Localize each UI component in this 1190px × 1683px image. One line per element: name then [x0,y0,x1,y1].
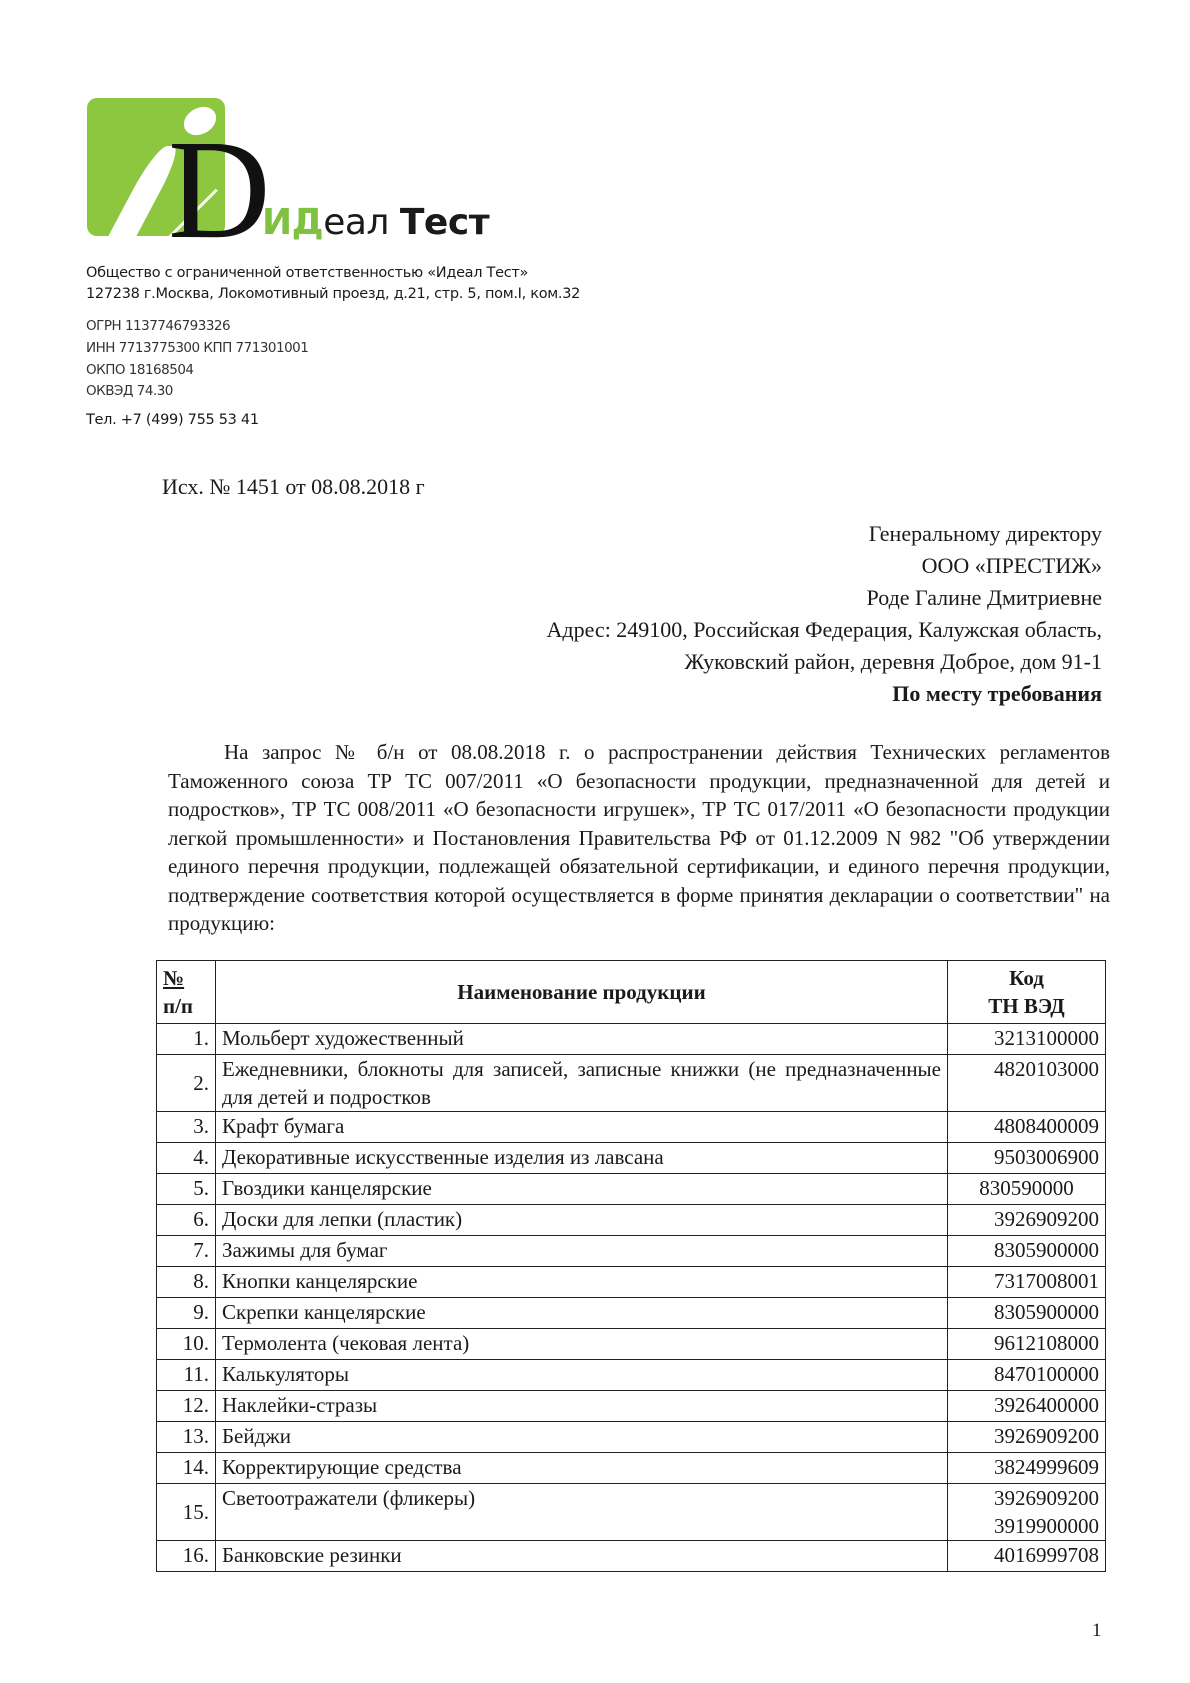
table-row [157,1112,1106,1143]
logo-wordmark-normal: еал [323,202,389,243]
product-name: Ежедневники, блокноты для записей, записные книжки (не предназначенные для детей и подростков [216,1055,948,1112]
logo-wordmark [262,203,489,243]
product-name: Бейджи [216,1422,948,1453]
table-row [157,1236,1106,1267]
recipient-position: Генеральному директору [868,521,1102,546]
company-okved: ОКВЭД 74.30 [86,383,173,399]
company-phone: Тел. +7 (499) 755 53 41 [86,412,259,428]
table-row [157,1205,1106,1236]
logo-wordmark-green: ИД [262,202,324,243]
table-row [157,1422,1106,1453]
table-row [157,1298,1106,1329]
hs-code: 8305900000 [948,1298,1106,1329]
table-header-row [157,961,1106,1024]
table-row [157,1143,1106,1174]
product-name: Светоотражатели (фликеры) [216,1484,948,1541]
product-name: Декоративные искусственные изделия из лавсана [216,1143,948,1174]
row-number: 5. [157,1174,216,1205]
product-name: Мольберт художественный [216,1024,948,1055]
letter-body [168,738,1110,938]
product-name: Кнопки канцелярские [216,1267,948,1298]
outgoing-reference: Исх. № 1451 от 08.08.2018 г [162,474,425,499]
recipient-note: По месту требования [892,681,1102,706]
table-row [157,1024,1106,1055]
row-number: 3. [157,1112,216,1143]
product-name: Зажимы для бумаг [216,1236,948,1267]
logo-letter-d: D [168,110,267,268]
table-row [157,1174,1106,1205]
company-name: Общество с ограниченной ответственностью «Идеал Тест» [86,265,529,281]
hs-code: 7317008001 [948,1267,1106,1298]
table-row [157,1267,1106,1298]
product-name: Гвоздики канцелярские [216,1174,948,1205]
table-row [157,1484,1106,1541]
hs-code: 8305900000 [948,1236,1106,1267]
logo-wordmark-bold: Тест [399,202,490,243]
recipient-block [547,518,1102,710]
row-number: 6. [157,1205,216,1236]
hs-code-list [948,1484,1106,1541]
page-number: 1 [1092,1620,1102,1641]
product-name: Банковские резинки [216,1541,948,1572]
recipient-person: Роде Галине Дмитриевне [866,585,1102,610]
product-name: Крафт бумага [216,1112,948,1143]
hs-code: 9612108000 [948,1329,1106,1360]
header-hs-code: Код ТН ВЭД [948,961,1106,1024]
product-name: Калькуляторы [216,1360,948,1391]
company-inn-kpp: ИНН 7713775300 КПП 771301001 [86,340,309,356]
row-number: 2. [157,1055,216,1112]
row-number: 8. [157,1267,216,1298]
row-number: 4. [157,1143,216,1174]
product-name: Термолента (чековая лента) [216,1329,948,1360]
recipient-company: ООО «ПРЕСТИЖ» [921,553,1102,578]
table-row [157,1055,1106,1112]
hs-code: 3926909200 [948,1205,1106,1236]
product-name: Корректирующие средства [216,1453,948,1484]
row-number: 12. [157,1391,216,1422]
row-number: 14. [157,1453,216,1484]
header-product-name: Наименование продукции [216,961,948,1024]
table-row [157,1453,1106,1484]
row-number: 10. [157,1329,216,1360]
company-ogrn: ОГРН 1137746793326 [86,318,231,334]
hs-code: 8470100000 [948,1360,1106,1391]
hs-code: 4808400009 [948,1112,1106,1143]
table-row [157,1360,1106,1391]
hs-code: 3926400000 [948,1391,1106,1422]
product-name: Скрепки канцелярские [216,1298,948,1329]
product-name: Доски для лепки (пластик) [216,1205,948,1236]
hs-code: 4820103000 [948,1055,1106,1112]
table-row [157,1541,1106,1572]
product-name: Наклейки-стразы [216,1391,948,1422]
hs-code: 3919900000 [994,1514,1099,1538]
row-number: 9. [157,1298,216,1329]
row-number: 13. [157,1422,216,1453]
recipient-address-line-2: Жуковский район, деревня Доброе, дом 91-1 [684,649,1102,674]
hs-code: 9503006900 [948,1143,1106,1174]
hs-code: 3926909200 [948,1422,1106,1453]
intro-paragraph: На запрос № б/н от 08.08.2018 г. о распространении действия Технических регламентов Таможенного союза ТР ТС 007/2011 «О безопасности продукции, предназначенной для детей и подростков», ТР ТС 008/2011 «О безопасности игрушек», ТР ТС 017/2011 «О безопасности продукции легкой промышленности» и Постановления Правительства РФ от 01.12.2009 N 982 "Об утверждении единого перечня продукции, подлежащей обязательной сертификации, и единого перечня продукции, подтверждение соответствия которой осуществляется в форме принятия декларации о соответствии" на продукцию: [168,740,1110,935]
company-address: 127238 г.Москва, Локомотивный проезд, д.21, стр. 5, пом.I, ком.32 [86,286,581,302]
row-number: 16. [157,1541,216,1572]
row-number: 7. [157,1236,216,1267]
hs-code: 3213100000 [948,1024,1106,1055]
row-number: 11. [157,1360,216,1391]
hs-code: 830590000 [948,1174,1106,1205]
header-number: № п/п [157,961,216,1024]
row-number: 15. [157,1484,216,1541]
hs-code: 4016999708 [948,1541,1106,1572]
products-table [156,960,1106,1572]
row-number: 1. [157,1024,216,1055]
recipient-address-line-1: Адрес: 249100, Российская Федерация, Калужская область, [546,617,1102,642]
hs-code: 3926909200 [994,1486,1099,1510]
company-okpo: ОКПО 18168504 [86,362,194,378]
table-row [157,1329,1106,1360]
table-row [157,1391,1106,1422]
hs-code: 3824999609 [948,1453,1106,1484]
